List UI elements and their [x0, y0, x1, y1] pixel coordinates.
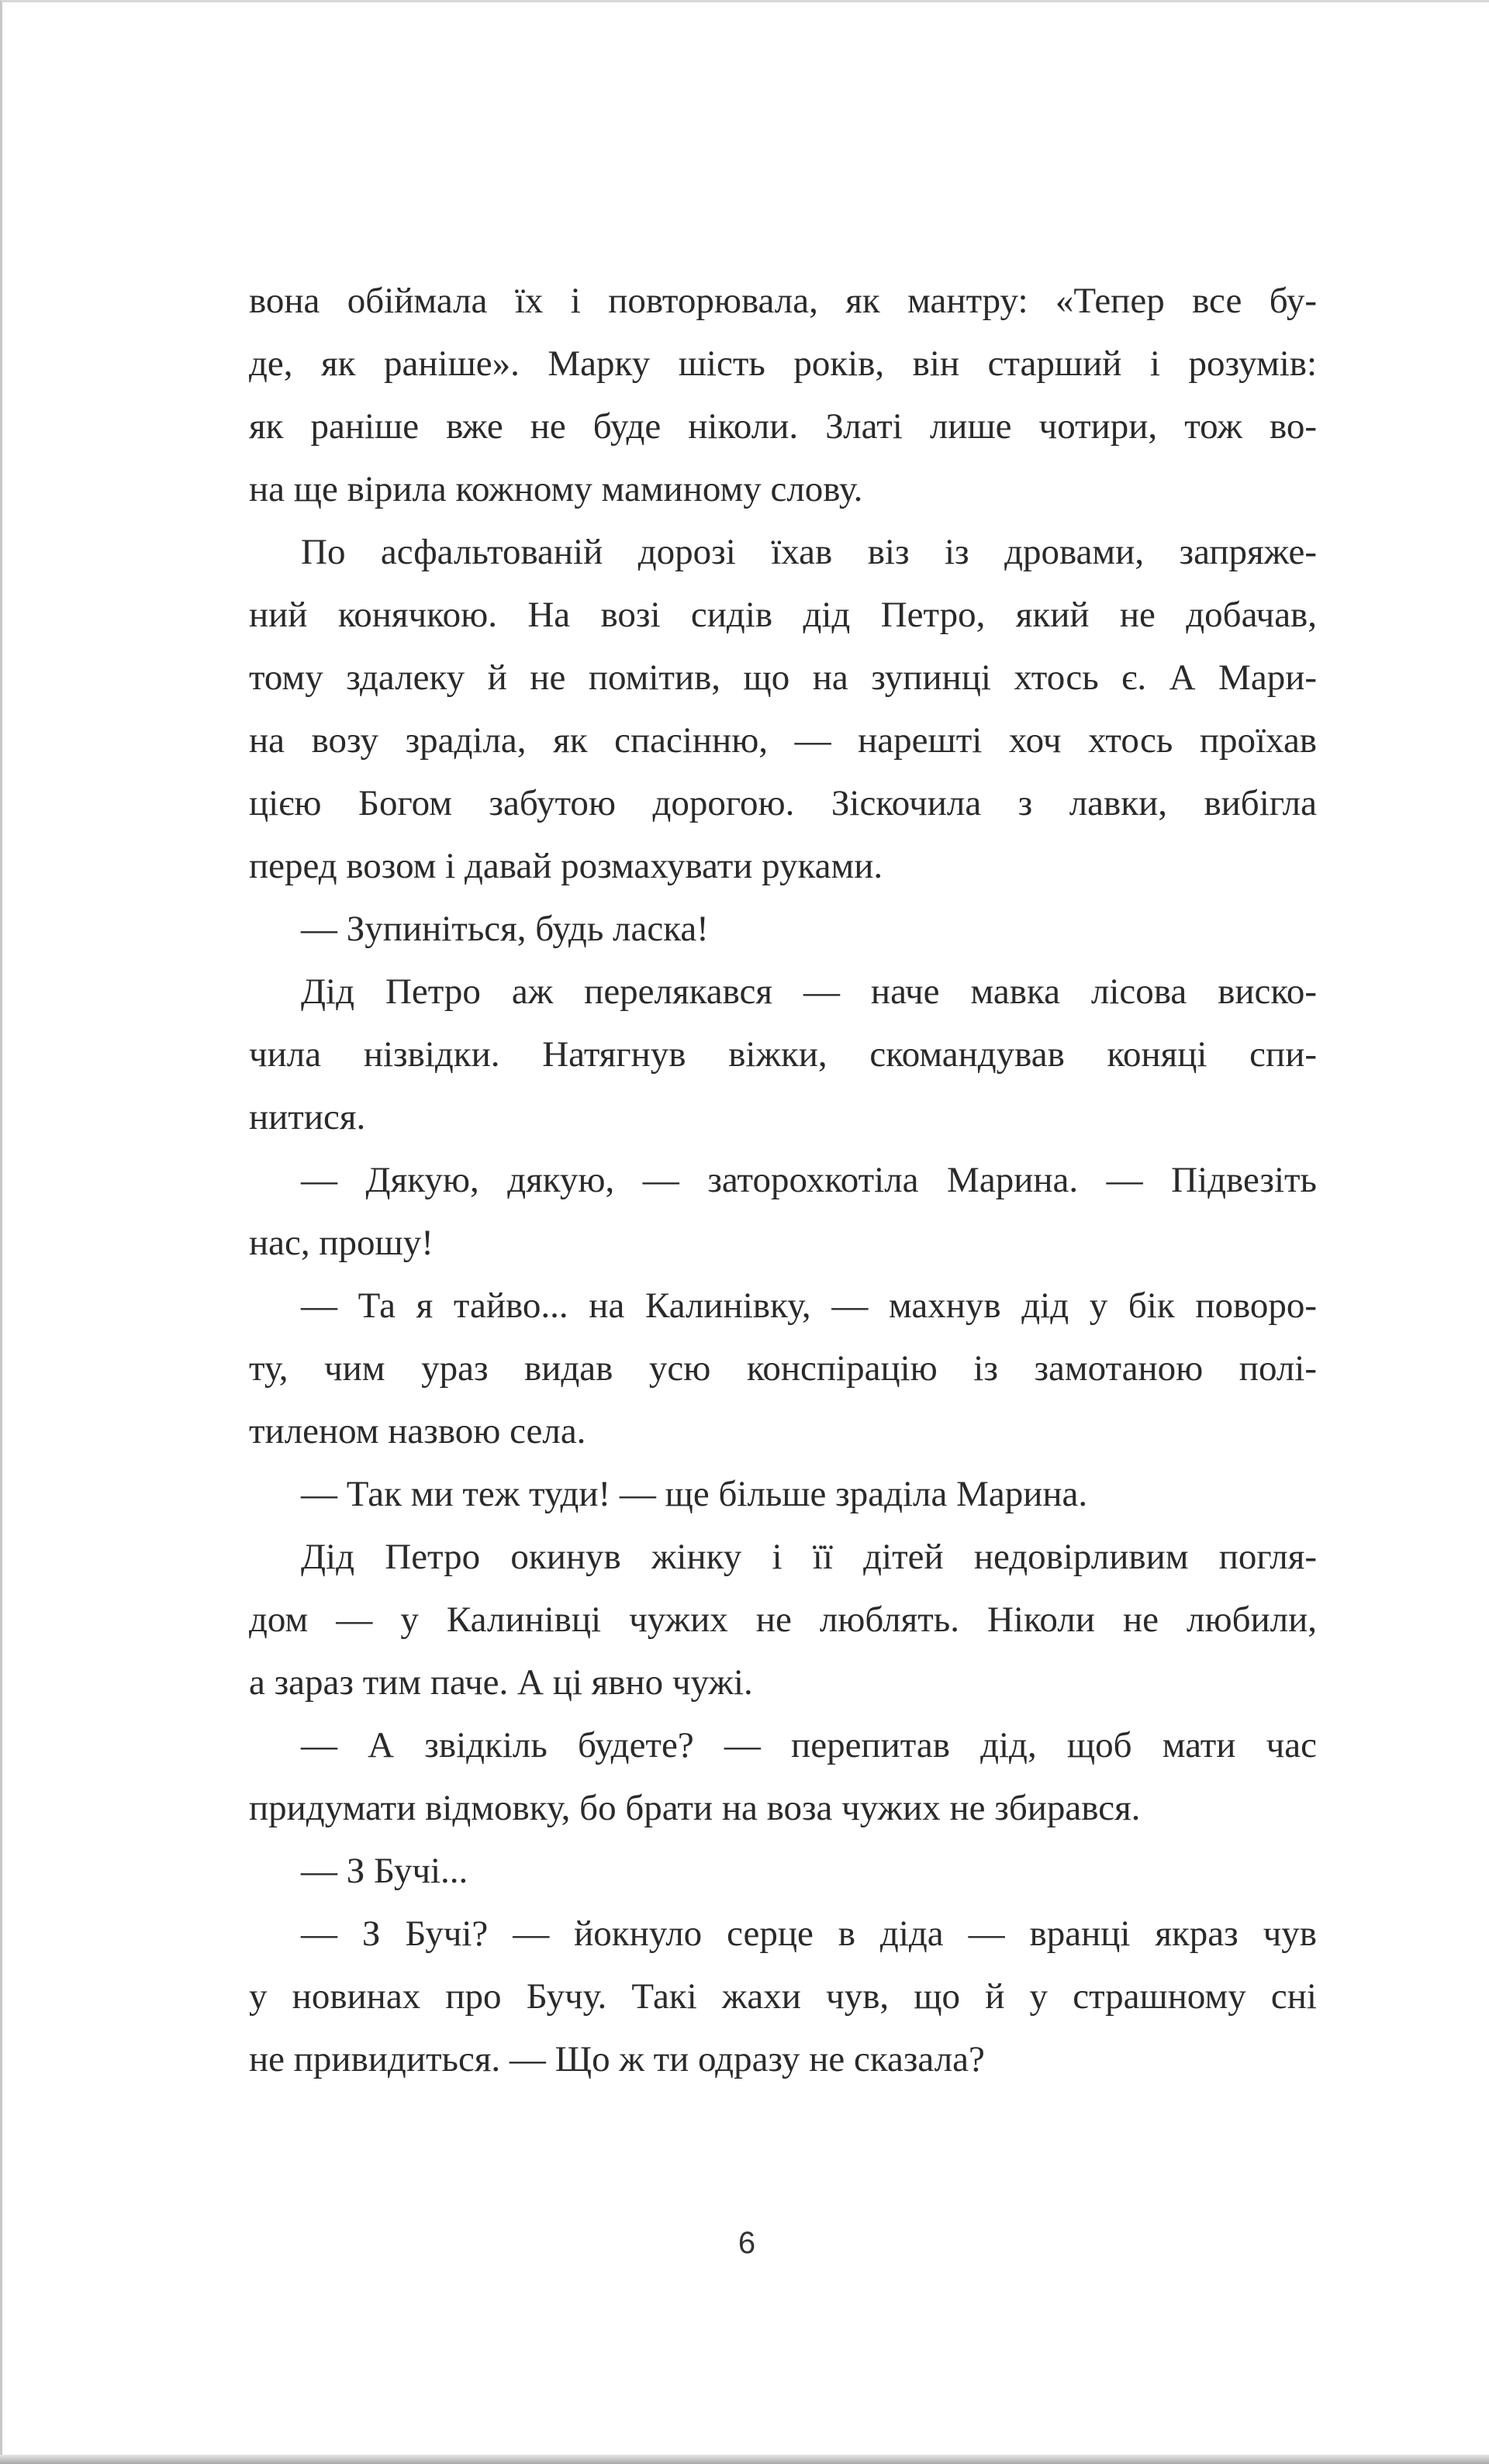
- text-line: дом — у Калинівці чужих не люблять. Ніколи не любили,: [249, 1600, 1317, 1640]
- text-line: тиленом назвою села.: [249, 1411, 586, 1451]
- text-line: нитися.: [249, 1097, 366, 1137]
- text-line: — Та я тайво... на Калинівку, — махнув дід у бік поворо-: [301, 1285, 1317, 1326]
- text-line: на ще вірила кожному маминому слову.: [249, 469, 863, 509]
- text-line: — Дякую, дякую, — заторохкотіла Марина. — Підвезіть: [301, 1160, 1317, 1200]
- text-line: нас, прошу!: [249, 1223, 434, 1263]
- page-bottom-edge: [0, 2455, 1489, 2464]
- text-line: як раніше вже не буде ніколи. Златі лише чотири, тож во-: [249, 406, 1317, 447]
- text-line: — А звідкіль будете? — перепитав дід, щоб мати час: [301, 1725, 1317, 1765]
- body-text: [249, 270, 1317, 2091]
- text-line: у новинах про Бучу. Такі жахи чув, що й у страшному сні: [249, 1976, 1317, 2017]
- text-line: а зараз тим паче. А ці явно чужі.: [249, 1662, 753, 1703]
- text-line: тому здалеку й не помітив, що на зупинці хтось є. А Мари-: [249, 657, 1317, 698]
- text-line: перед возом і давай розмахувати руками.: [249, 846, 883, 886]
- text-line: не привидиться. — Що ж ти одразу не сказала?: [249, 2039, 985, 2079]
- text-line: на возу зраділа, як спасінню, — нарешті хоч хтось проїхав: [249, 720, 1317, 761]
- text-line: — Так ми теж туди! — ще більше зраділа Марина.: [301, 1474, 1088, 1514]
- text-line: цією Богом забутою дорогою. Зіскочила з лавки, вибігла: [249, 783, 1317, 823]
- text-line: — Зупиніться, будь ласка!: [301, 909, 709, 949]
- text-line: Дід Петро аж перелякався — наче мавка лісова виско-: [301, 971, 1317, 1012]
- text-line: чила нізвідки. Натягнув віжки, скомандував коняці спи-: [249, 1034, 1317, 1075]
- page-number: 6: [738, 2226, 756, 2260]
- text-line: ний конячкою. На возі сидів дід Петро, який не добачав,: [249, 595, 1317, 635]
- text-line: По асфальтованій дорозі їхав віз із дровами, запряже-: [301, 532, 1317, 572]
- text-line: вона обіймала їх і повторювала, як мантру: «Тепер все бу-: [249, 281, 1317, 321]
- text-line: Дід Петро окинув жінку і її дітей недовірливим погля-: [301, 1537, 1317, 1577]
- text-line: де, як раніше». Марку шість років, він старший і розумів:: [249, 343, 1317, 384]
- text-line: придумати відмовку, бо брати на воза чужих не збирався.: [249, 1788, 1141, 1828]
- text-line: — З Бучі...: [301, 1851, 468, 1891]
- text-line: ту, чим ураз видав усю конспірацію із замотаною полі-: [249, 1348, 1317, 1389]
- text-line: — З Бучі? — йокнуло серце в діда — вранці якраз чув: [301, 1914, 1317, 1954]
